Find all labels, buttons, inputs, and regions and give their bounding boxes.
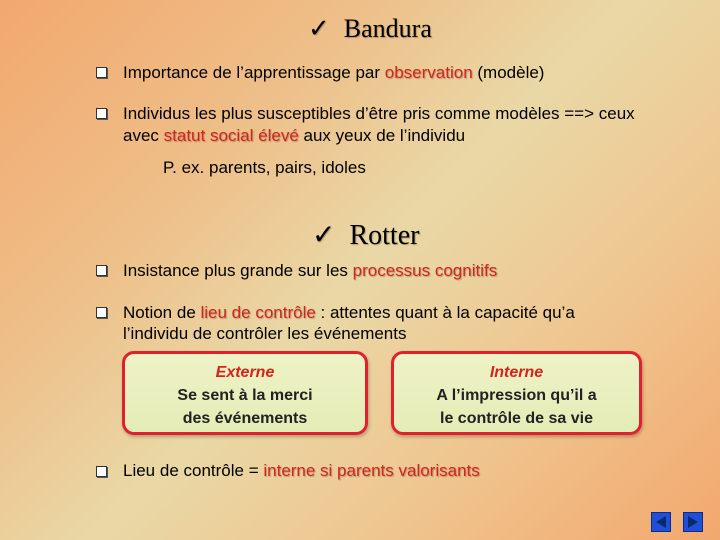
externe-line-2: des événements: [182, 410, 308, 427]
rotter-bullet-1: [123, 260, 497, 282]
interne-line-2: le contrôle de sa vie: [440, 410, 593, 427]
text: avec: [123, 126, 164, 145]
rotter-bullet-3: [123, 460, 480, 482]
square-bullet-icon: [96, 265, 108, 277]
bandura-bullet-2-line-2: [123, 125, 465, 147]
checkmark-icon: ✓: [312, 218, 336, 251]
heading-rotter-text: Rotter: [349, 220, 420, 251]
heading-rotter: [312, 218, 419, 252]
externe-title: Externe: [215, 364, 275, 381]
externe-line-1: Se sent à la merci: [177, 387, 313, 404]
text: Importance de l’apprentissage par: [123, 63, 385, 82]
highlight-observation: observation: [384, 63, 473, 82]
heading-bandura: [308, 14, 432, 44]
highlight-interne-si-parents: interne si parents valorisants: [263, 461, 480, 480]
text: aux yeux de l’individu: [298, 126, 466, 145]
text: (modèle): [472, 63, 545, 82]
square-bullet-icon: [96, 466, 108, 478]
highlight-processus-cognitifs: processus cognitifs: [352, 261, 498, 280]
previous-slide-button[interactable]: [651, 512, 671, 532]
interne-title: Interne: [489, 364, 544, 381]
triangle-left-icon: [652, 513, 670, 531]
highlight-statut-social: statut social élevé: [163, 126, 299, 145]
interne-line-1: A l’impression qu’il a: [436, 387, 597, 404]
checkmark-icon: ✓: [308, 14, 330, 44]
text: Lieu de contrôle =: [123, 461, 264, 480]
square-bullet-icon: [96, 307, 108, 319]
bandura-bullet-1: [123, 62, 544, 84]
rotter-bullet-2-line-1: [123, 302, 575, 324]
text: : attentes quant à la capacité qu’a: [315, 303, 575, 322]
bandura-bullet-2-line-1: Individus les plus susceptibles d’être pris comme modèles ==> ceux: [123, 104, 635, 123]
square-bullet-icon: [96, 108, 108, 120]
highlight-lieu-de-controle: lieu de contrôle: [200, 303, 316, 322]
rotter-bullet-2-line-2: l’individu de contrôler les événements: [123, 324, 407, 343]
externe-box: [122, 351, 368, 435]
bandura-example: P. ex. parents, pairs, idoles: [163, 158, 366, 177]
square-bullet-icon: [96, 67, 108, 79]
text: Insistance plus grande sur les: [123, 261, 353, 280]
text: Notion de: [123, 303, 201, 322]
interne-box: [391, 351, 642, 435]
heading-bandura-text: Bandura: [343, 14, 432, 43]
triangle-right-icon: [684, 513, 702, 531]
next-slide-button[interactable]: [683, 512, 703, 532]
